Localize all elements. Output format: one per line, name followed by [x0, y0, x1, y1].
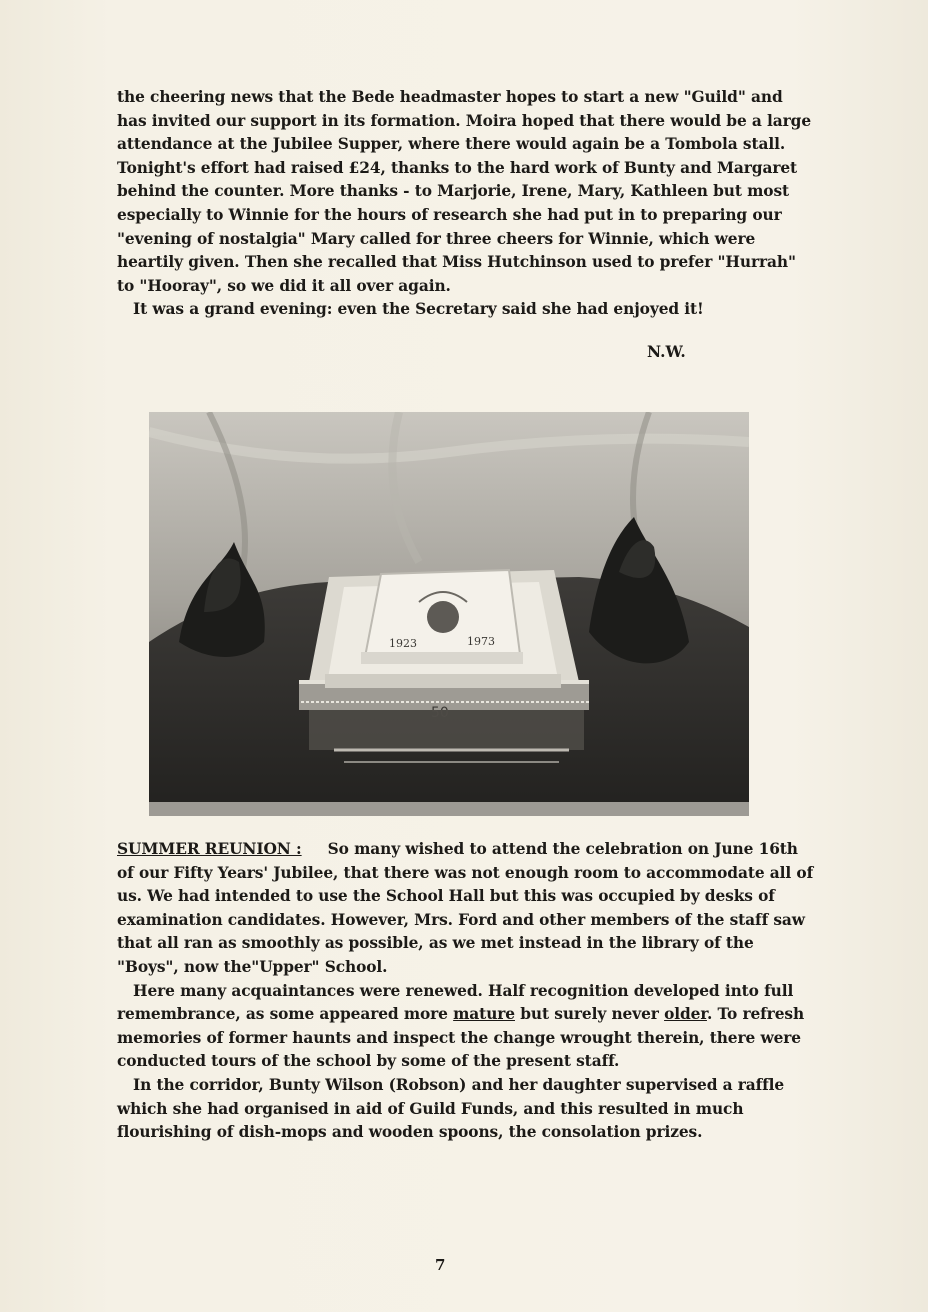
reunion-text-2c: . To refresh memories of former haunts and inspect the change wrought therein, there were conducted tours of the school by some of the present staff.	[117, 1005, 805, 1071]
summer-reunion-section	[117, 838, 817, 1145]
reunion-paragraph-1	[117, 838, 817, 980]
underlined-word-older: older	[664, 1005, 707, 1024]
jubilee-cake-photo	[149, 412, 749, 816]
reunion-paragraph-2	[117, 980, 817, 1074]
closing-line: It was a grand evening: even the Secretary said she had enjoyed it!	[133, 300, 704, 319]
reunion-paragraph-3: In the corridor, Bunty Wilson (Robson) and her daughter supervised a raffle which she had organised in aid of Guild Funds, and this resulted in much flourishing of dish-mops and wooden spoons, the consolation prizes.	[117, 1075, 785, 1142]
article-continuation	[117, 86, 817, 322]
reunion-text-2b: but surely never	[514, 1005, 665, 1024]
author-initials: N.W.	[647, 343, 686, 361]
reunion-text-2a: Here many acquaintances were renewed. Half recognition developed into full remembrance, as some appeared more	[117, 981, 794, 1024]
section-heading: SUMMER REUNION :	[117, 840, 302, 858]
page-number: 7	[435, 1256, 446, 1274]
cake-year-left: 1923	[389, 637, 417, 650]
cake-year-right: 1973	[467, 635, 495, 648]
reunion-text-1: So many wished to attend the celebration on June 16th of our Fifty Years' Jubilee, that there was not enough room to accommodate all of us. We had intended to use the School Hall but this was occupied by desks of examination candidates. However, Mrs. Ford and other members of the staff saw that all ran as smoothly as possible, as we met instead in the library of the "Boys", now the"Upper" School.	[117, 840, 814, 976]
body-paragraph: the cheering news that the Bede headmaster hopes to start a new "Guild" and has invited our support in its formation. Moira hoped that there would be a large attendance at the Jubilee Supper, where there would again be a Tombola stall. Tonight's effort had raised £24, thanks to the hard work of Bunty and Margaret behind the counter. More thanks - to Marjorie, Irene, Mary, Kathleen but most especially to Winnie for the hours of research she had put in to preparing our "evening of nostalgia" Mary called for three cheers for Winnie, which were heartily given. Then she recalled that Miss Hutchinson used to prefer "Hurrah" to "Hooray", so we did it all over again.	[117, 88, 812, 295]
underlined-word-mature: mature	[453, 1005, 515, 1024]
cake-photo-graphic	[149, 412, 749, 816]
